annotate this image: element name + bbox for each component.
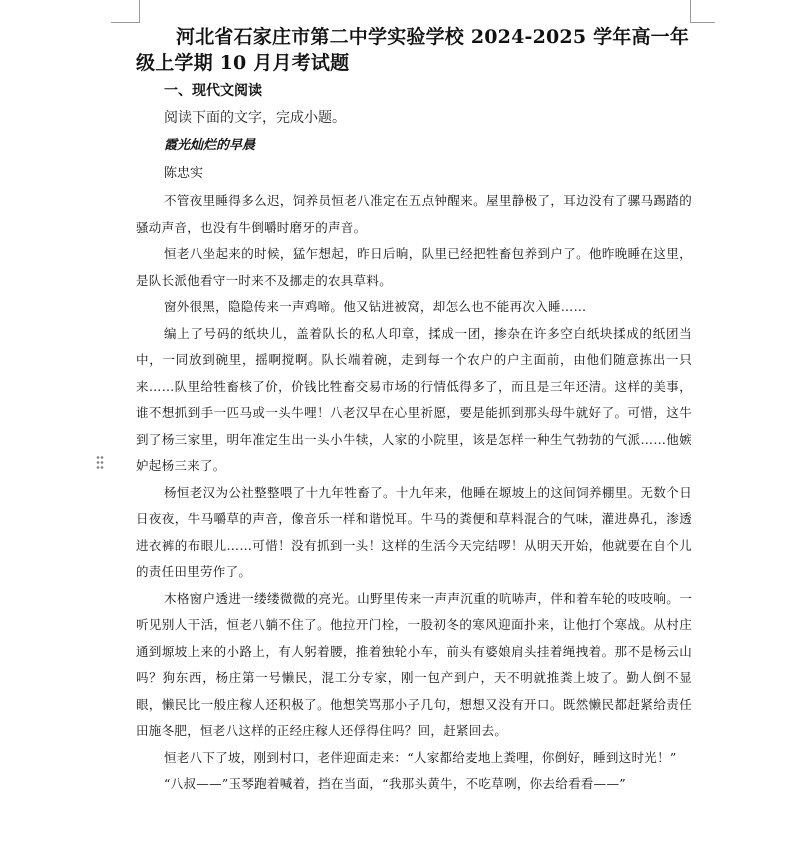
article-author: 陈忠实 bbox=[164, 166, 204, 181]
instruction-text: 阅读下面的文字，完成小题。 bbox=[164, 110, 346, 126]
document-page bbox=[136, 24, 692, 798]
paragraph: 编上了号码的纸块儿，盖着队长的私人印章，揉成一团，掺杂在许多空白纸块揉成的纸团当中，一同放到碗里，摇啊搅啊。队长端着碗，走到每一个农户的户主面前，由他们随意拣出一只来……队里给牲畜核了价，价钱比牲畜交易市场的行情低得多了，而且是三年还清。这样的美事，谁不想抓到手一匹马或一头牛哩！八老汉早在心里祈愿，要是能抓到那头母牛就好了。可惜，这牛到了杨三家里，明年准定生出一头小牛犊，人家的小院里，该是怎样一种生气勃勃的气派……他嫉妒起杨三来了。 bbox=[136, 325, 692, 473]
paragraph: 恒老八下了坡，刚到村口，老伴迎面走来：“人家都给麦地上粪哩，你倒好，睡到这时光！” bbox=[164, 749, 677, 765]
paragraph: 木格窗户透进一缕缕微微的亮光。山野里传来一声声沉重的吭哧声，伴和着车轮的吱吱响。一听见别人干活，恒老八躺不住了。他拉开门栓，一股初冬的寒风迎面扑来，让他打个寒战。从村庄通到塬坡上来的小路上，有人躬着腰，推着独轮小车，前头有婆娘肩头挂着绳拽着。那不是杨云山吗？狗东西，杨庄第一号懒民，混工分专家，刚一包产到户，天不明就推粪上坡了。勤人倒不显眼，懒民比一般庄稼人还积极了。他想笑骂那小子几句，想想又没有开口。既然懒民都赶紧给责任田施冬肥，恒老八这样的正经庄稼人还俘得住吗？回，赶紧回去。 bbox=[136, 590, 692, 738]
crop-mark-top-right bbox=[690, 0, 715, 23]
paragraph: 杨恒老汉为公社整整喂了十九年牲畜了。十九年来，他睡在塬坡上的这间饲养棚里。无数个日日夜夜，牛马嚼草的声音，像音乐一样和谐悦耳。牛马的粪便和草料混合的气味，灌进鼻孔，渗透进衣裤的布眼儿……可惜！没有抓到一头！这样的生活今天完结啰！从明天开始，他就要在自个儿的责任田里劳作了。 bbox=[136, 484, 692, 579]
paragraph: 窗外很黑，隐隐传来一声鸡啼。他又钻进被窝，却怎么也不能再次入睡…… bbox=[164, 299, 587, 314]
article-title: 霞光灿烂的早晨 bbox=[164, 138, 256, 153]
drag-handle-icon[interactable] bbox=[96, 455, 104, 469]
paragraph: 不管夜里睡得多么迟，饲养员恒老八准定在五点钟醒来。屋里静极了，耳边没有了骡马踢踏的骚动声音，也没有牛倒嚼时磨牙的声音。 bbox=[136, 193, 692, 235]
section-heading: 一、现代文阅读 bbox=[164, 83, 262, 99]
crop-mark-top-left bbox=[111, 0, 140, 23]
page-title: 河北省石家庄市第二中学实验学校 2024-2025 学年高一年级上学期 10 月月考试题 bbox=[136, 26, 690, 74]
paragraph: “八叔——”玉琴跑着喊着，挡在当面，“我那头黄牛，不吃草咧，你去给看看——” bbox=[164, 776, 626, 791]
paragraph: 恒老八坐起来的时候，猛乍想起，昨日后晌，队里已经把牲畜包养到户了。他昨晚睡在这里，是队长派他看守一时来不及挪走的农具草料。 bbox=[136, 246, 692, 288]
